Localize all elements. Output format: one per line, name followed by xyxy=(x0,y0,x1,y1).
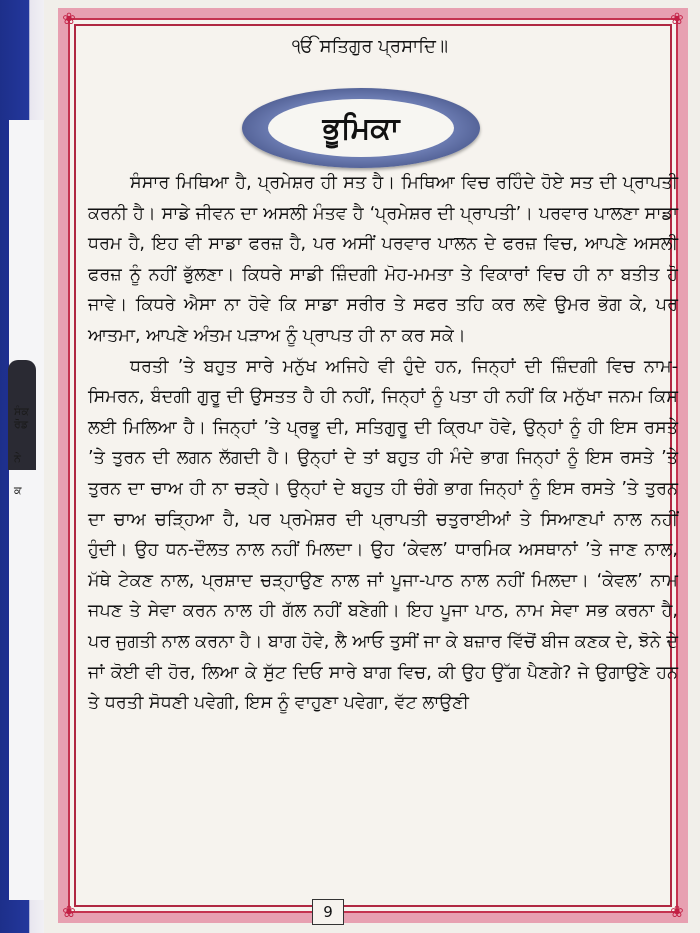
corner-flower-icon: ❀ xyxy=(62,9,76,28)
corner-flower-icon: ❀ xyxy=(670,902,684,921)
corner-flower-icon: ❀ xyxy=(62,902,76,921)
cover-text-3: ਨੇ xyxy=(14,452,21,465)
cover-text-4: ਕ xyxy=(14,484,22,497)
cover-text-1: ਸੰਕ xyxy=(14,405,29,418)
paragraph: ਧਰਤੀ ’ਤੇ ਬਹੁਤ ਸਾਰੇ ਮਨੁੱਖ ਅਜਿਹੇ ਵੀ ਹੁੰਦੇ ਹਨ, ਜਿਨ੍ਹਾਂ ਦੀ ਜ਼ਿੰਦਗੀ ਵਿਚ ਨਾਮ-ਸਿਮਰਨ, ਬੰਦਗੀ ਗੁਰੂ ਦੀ ਉਸਤਤ ਹੈ ਹੀ ਨਹੀਂ, ਜਿਨ੍ਹਾਂ ਨੂੰ ਪਤਾ ਹੀ ਨਹੀਂ ਕਿ ਮਨੁੱਖਾ ਜਨਮ ਕਿਸ ਲਈ ਮਿਲਿਆ ਹੈ। ਜਿਨ੍ਹਾਂ ’ਤੇ ਪ੍ਰਭੂ ਦੀ, ਸਤਿਗੁਰੂ ਦੀ ਕ੍ਰਿਪਾ ਹੋਵੇ, ਉਨ੍ਹਾਂ ਨੂੰ ਹੀ ਇਸ ਰਸਤੇ ’ਤੇ ਤੁਰਨ ਦੀ ਲਗਨ ਲੱਗਦੀ ਹੈ। ਉਨ੍ਹਾਂ ਦੇ ਤਾਂ ਬਹੁਤ ਹੀ ਮੰਦੇ ਭਾਗ ਜਿਨ੍ਹਾਂ ਨੂੰ ਇਸ ਰਸਤੇ ’ਤੇ ਤੁਰਨ ਦਾ ਚਾਅ ਹੀ ਨਾ ਚੜ੍ਹੇ। ਉਨ੍ਹਾਂ ਦੇ ਬਹੁਤ ਹੀ ਚੰਗੇ ਭਾਗ ਜਿਨ੍ਹਾਂ ਨੂੰ ਇਸ ਰਸਤੇ ’ਤੇ ਤੁਰਨ ਦਾ ਚਾਅ ਚੜ੍ਹਿਆ ਹੈ, ਪਰ ਪ੍ਰਮੇਸ਼ਰ ਦੀ ਪ੍ਰਾਪਤੀ ਚਤੁਰਾਈਆਂ ਤੇ ਸਿਆਣਪਾਂ ਨਾਲ ਨਹੀਂ ਹੁੰਦੀ। ਉਹ ਧਨ-ਦੌਲਤ ਨਾਲ ਨਹੀਂ ਮਿਲਦਾ। ਉਹ ‘ਕੇਵਲ’ ਧਾਰਮਿਕ ਅਸਥਾਨਾਂ ’ਤੇ ਜਾਣ ਨਾਲ, ਮੱਥੇ ਟੇਕਣ ਨਾਲ, ਪ੍ਰਸ਼ਾਦ ਚੜ੍ਹਾਉਣ ਨਾਲ ਜਾਂ ਪੂਜਾ-ਪਾਠ ਨਾਲ ਨਹੀਂ ਮਿਲਦਾ। ‘ਕੇਵਲ’ ਨਾਮ ਜਪਣ ਤੇ ਸੇਵਾ ਕਰਨ ਨਾਲ ਹੀ ਗੱਲ ਨਹੀਂ ਬਣੇਗੀ। ਇਹ ਪੂਜਾ ਪਾਠ, ਨਾਮ ਸੇਵਾ ਸਭ ਕਰਨਾ ਹੈ, ਪਰ ਜੁਗਤੀ ਨਾਲ ਕਰਨਾ ਹੈ। ਬਾਗ ਹੋਵੇ, ਲੈ ਆਓ ਤੁਸੀਂ ਜਾ ਕੇ ਬਜ਼ਾਰ ਵਿੱਚੋਂ ਬੀਜ ਕਣਕ ਦੇ, ਝੋਨੇ ਦੇ ਜਾਂ ਕੋਈ ਵੀ ਹੋਰ, ਲਿਆ ਕੇ ਸੁੱਟ ਦਿਓ ਸਾਰੇ ਬਾਗ ਵਿਚ, ਕੀ ਉਹ ਉੱਗ ਪੈਣਗੇ? ਜੇ ਉਗਾਉਣੇ ਹਨ ਤੇ ਧਰਤੀ ਸੋਧਣੀ ਪਵੇਗੀ, ਇਸ ਨੂੰ ਵਾਹੁਣਾ ਪਵੇਗਾ, ਵੱਟ ਲਾਉਣੀ xyxy=(88,356,678,714)
paragraph: ਸੰਸਾਰ ਮਿਥਿਆ ਹੈ, ਪ੍ਰਮੇਸ਼ਰ ਹੀ ਸਤ ਹੈ। ਮਿਥਿਆ ਵਿਚ ਰਹਿੰਦੇ ਹੋਏ ਸਤ ਦੀ ਪ੍ਰਾਪਤੀ ਕਰਨੀ ਹੈ। ਸਾਡੇ ਜੀਵਨ ਦਾ ਅਸਲੀ ਮੰਤਵ ਹੈ ‘ਪ੍ਰਮੇਸ਼ਰ ਦੀ ਪ੍ਰਾਪਤੀ’। ਪਰਵਾਰ ਪਾਲਣਾ ਸਾਡਾ ਧਰਮ ਹੈ, ਇਹ ਵੀ ਸਾਡਾ ਫਰਜ਼ ਹੈ, ਪਰ ਅਸੀਂ ਪਰਵਾਰ ਪਾਲਨ ਦੇ ਫਰਜ਼ ਵਿਚ, ਆਪਣੇ ਅਸਲੀ ਫਰਜ਼ ਨੂੰ ਨਹੀਂ ਭੁੱਲਣਾ। ਕਿਧਰੇ ਸਾਡੀ ਜ਼ਿੰਦਗੀ ਮੋਹ-ਮਮਤਾ ਤੇ ਵਿਕਾਰਾਂ ਵਿਚ ਹੀ ਨਾ ਬਤੀਤ ਹੋ ਜਾਵੇ। ਕਿਧਰੇ ਐਸਾ ਨਾ ਹੋਵੇ ਕਿ ਸਾਡਾ ਸਰੀਰ ਤੇ ਸਫਰ ਤਹਿ ਕਰ ਲਵੇ ਉਮਰ ਭੋਗ ਕੇ, ਪਰ ਆਤਮਾ, ਆਪਣੇ ਅੰਤਮ ਪੜਾਅ ਨੂੰ ਪ੍ਰਾਪਤ ਹੀ ਨਾ ਕਰ ਸਕੇ। xyxy=(88,173,678,346)
page-number: 9 xyxy=(312,899,344,925)
corner-flower-icon: ❀ xyxy=(670,9,684,28)
page-header: ੴ ਸਤਿਗੁਰ ਪ੍ਰਸਾਦਿ॥ xyxy=(291,36,449,57)
body-text xyxy=(88,168,678,719)
cover-text-2: ਰੋਡ xyxy=(14,418,28,431)
page-title: ਭੂਮਿਕਾ xyxy=(268,99,454,157)
cover-inner-panel xyxy=(6,120,49,900)
